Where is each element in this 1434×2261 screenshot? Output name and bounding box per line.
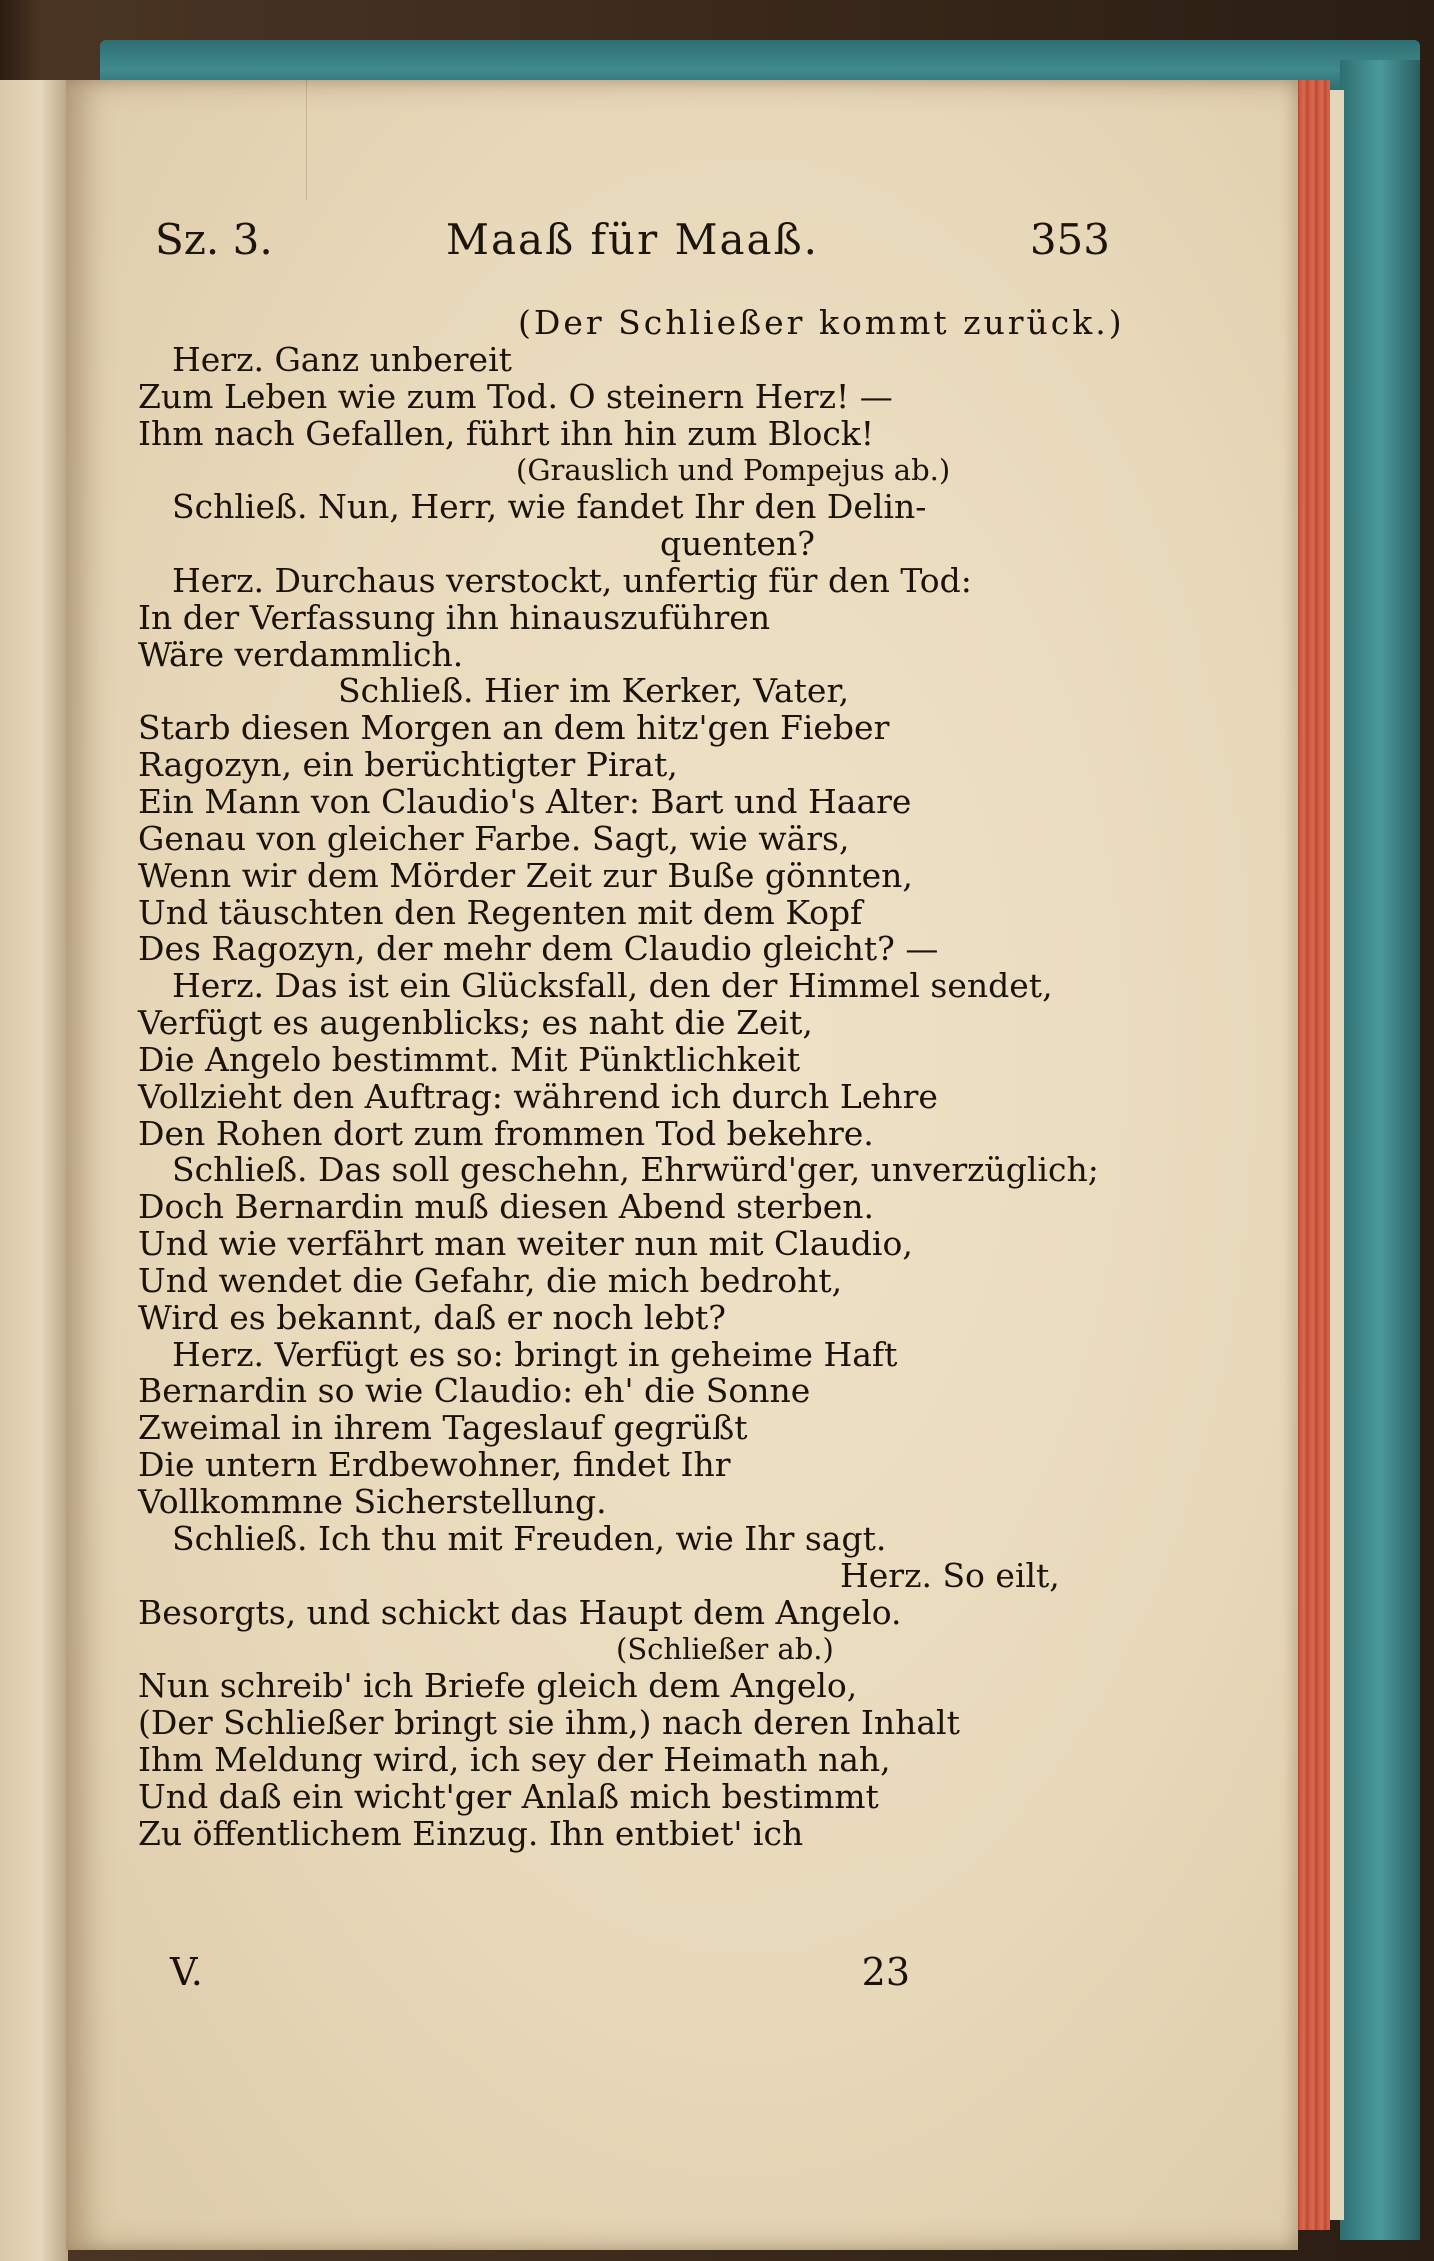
book-cover-right xyxy=(1340,60,1420,2240)
text-line: Und täuschten den Regenten mit dem Kopf xyxy=(138,892,863,932)
text-line: Den Rohen dort zum frommen Tod bekehre. xyxy=(138,1113,874,1153)
text-line: (Der Schließer bringt sie ihm,) nach deren Inhalt xyxy=(138,1703,960,1743)
text-line: Nun schreib' ich Briefe gleich dem Angelo, xyxy=(138,1666,858,1706)
text-line: Und daß ein wicht'ger Anlaß mich bestimmt xyxy=(138,1776,879,1816)
sheet-number: 23 xyxy=(861,1950,910,1994)
text-line: Schließ. Hier im Kerker, Vater, xyxy=(338,671,850,711)
facing-page-edge xyxy=(0,80,68,2261)
page-edge-strip xyxy=(1330,90,1344,2220)
text-body xyxy=(138,303,1125,1853)
text-line: Herz. Das ist ein Glücksfall, den der Himmel sendet, xyxy=(172,966,1053,1006)
text-line: Ihm nach Gefallen, führt ihn hin zum Block! xyxy=(138,413,875,453)
text-line: Des Ragozyn, der mehr dem Claudio gleicht? — xyxy=(138,929,939,969)
stage-direction: (Grauslich und Pompejus ab.) xyxy=(516,453,951,488)
text-line: Ragozyn, ein berüchtigter Pirat, xyxy=(138,745,678,785)
running-head xyxy=(155,215,1110,275)
text-line: Und wendet die Gefahr, die mich bedroht, xyxy=(138,1260,843,1300)
text-line: Schließ. Ich thu mit Freuden, wie Ihr sagt. xyxy=(172,1518,887,1558)
text-line: quenten? xyxy=(660,524,815,564)
text-line: Besorgts, und schickt das Haupt dem Angelo. xyxy=(138,1592,902,1632)
text-line: In der Verfassung ihn hinauszuführen xyxy=(138,597,771,637)
page-crease xyxy=(306,80,307,200)
text-line: Zweimal in ihrem Tageslauf gegrüßt xyxy=(138,1408,748,1448)
text-line: Genau von gleicher Farbe. Sagt, wie wärs, xyxy=(138,818,850,858)
text-line: Wäre verdammlich. xyxy=(138,634,464,674)
text-line: Bernardin so wie Claudio: eh' die Sonne xyxy=(138,1371,811,1411)
text-line: Herz. So eilt, xyxy=(840,1555,1060,1595)
page-footer xyxy=(170,1950,910,2000)
text-line: Herz. Verfügt es so: bringt in geheime Haft xyxy=(172,1334,898,1374)
scene-label: Sz. 3. xyxy=(155,215,273,264)
signature-mark: V. xyxy=(170,1950,203,1994)
text-line: Vollkommne Sicherstellung. xyxy=(138,1482,607,1521)
text-line: Doch Bernardin muß diesen Abend sterben. xyxy=(138,1187,874,1227)
text-line: Verfügt es augenblicks; es naht die Zeit, xyxy=(138,1003,813,1043)
text-line: Die Angelo bestimmt. Mit Pünktlichkeit xyxy=(138,1039,801,1079)
text-line: Ihm Meldung wird, ich sey der Heimath nah, xyxy=(138,1739,891,1779)
text-line: Wird es bekannt, daß er noch lebt? xyxy=(138,1297,726,1337)
text-line: Wenn wir dem Mörder Zeit zur Buße gönnten, xyxy=(138,855,913,895)
stage-direction: (Der Schließer kommt zurück.) xyxy=(518,303,1125,342)
text-line: Herz. Durchaus verstockt, unfertig für den Tod: xyxy=(172,560,972,600)
text-line: Starb diesen Morgen an dem hitz'gen Fieber xyxy=(138,708,890,748)
text-line: Schließ. Nun, Herr, wie fandet Ihr den Delin- xyxy=(172,487,927,527)
text-line: Zu öffentlichem Einzug. Ihn entbiet' ich xyxy=(138,1813,804,1853)
stage-direction: (Schließer ab.) xyxy=(616,1632,834,1667)
text-line: Die untern Erdbewohner, findet Ihr xyxy=(138,1445,731,1485)
text-line: Vollzieht den Auftrag: während ich durch Lehre xyxy=(138,1076,938,1116)
text-line: Herz. Ganz unbereit xyxy=(172,339,512,379)
text-line: Ein Mann von Claudio's Alter: Bart und Haare xyxy=(138,781,912,821)
text-line: Schließ. Das soll geschehn, Ehrwürd'ger, unverzüglich; xyxy=(172,1150,1099,1190)
page-title: Maaß für Maaß. xyxy=(445,215,819,264)
page-number: 353 xyxy=(1029,215,1110,264)
text-line: Und wie verfährt man weiter nun mit Claudio, xyxy=(138,1224,913,1264)
text-line: Zum Leben wie zum Tod. O steinern Herz! — xyxy=(138,376,893,416)
